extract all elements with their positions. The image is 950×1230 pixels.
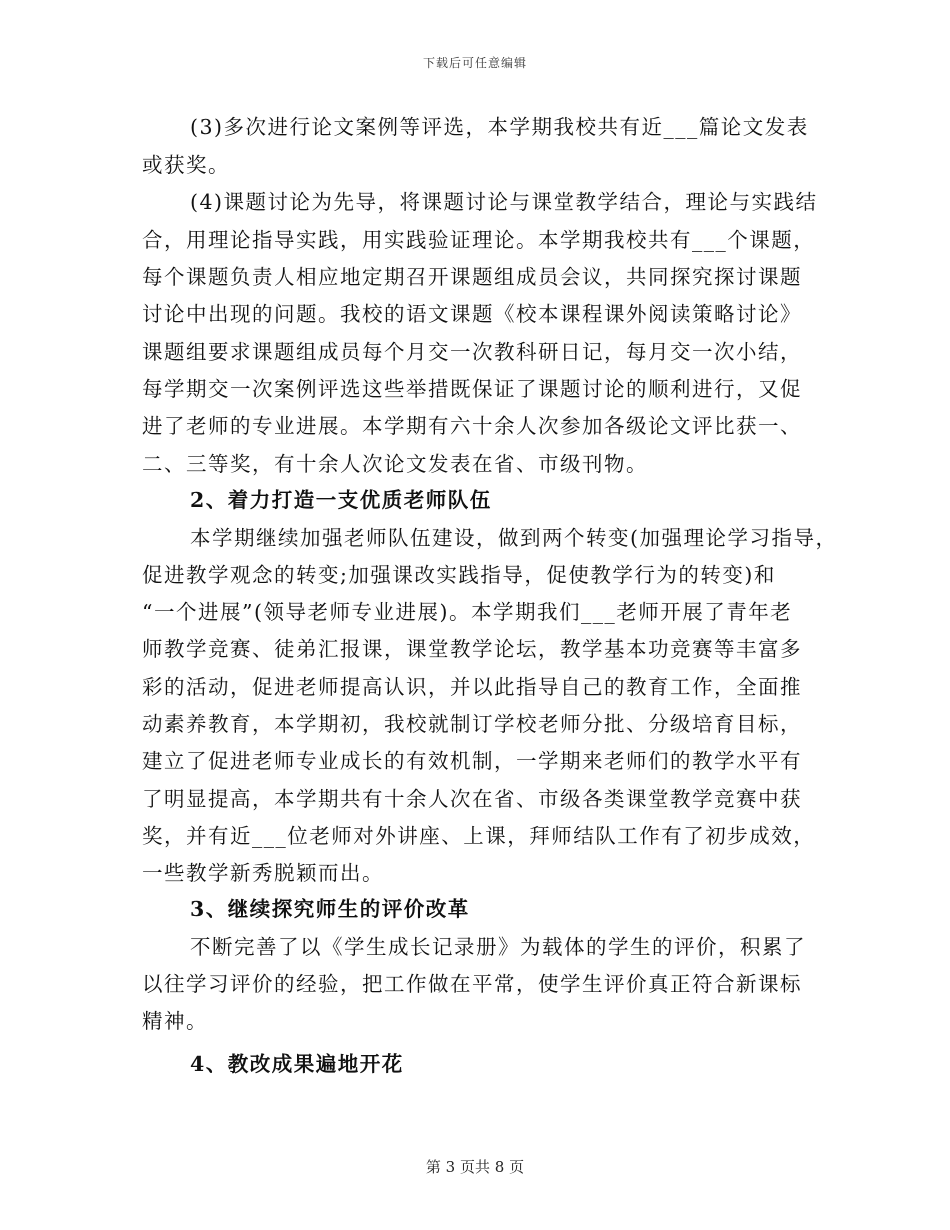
paragraph-line: 每个课题负责人相应地定期召开课题组成员会议，共同探究探讨课题: [142, 265, 802, 289]
section-heading: 4、教改成果遍地开花: [190, 1052, 404, 1076]
paragraph-line: 动素养教育，本学期初，我校就制订学校老师分批、分级培育目标，: [142, 712, 802, 736]
paragraph-line: 建立了促进老师专业成长的有效机制，一学期来老师们的教学水平有: [142, 749, 802, 773]
paragraph-line: (3)多次进行论文案例等评选，本学期我校共有近___篇论文发表: [190, 115, 809, 139]
paragraph-line: 促进教学观念的转变;加强课改实践指导，促使教学行为的转变)和: [142, 563, 776, 587]
paragraph-line: 进了老师的专业进展。本学期有六十余人次参加各级论文评比获一、: [142, 414, 802, 438]
paragraph-line: 本学期继续加强老师队伍建设，做到两个转变(加强理论学习指导，: [190, 526, 838, 550]
paragraph-line: 讨论中出现的问题。我校的语文课题《校本课程课外阅读策略讨论》: [142, 302, 802, 326]
section-heading: 2、着力打造一支优质老师队伍: [190, 488, 492, 512]
paragraph-line: 师教学竞赛、徒弟汇报课，课堂教学论坛，教学基本功竞赛等丰富多: [142, 637, 802, 661]
page-footer: 第 3 页共 8 页: [425, 1158, 525, 1176]
paragraph-line: 彩的活动，促进老师提高认识，并以此指导自己的教育工作，全面推: [142, 675, 802, 699]
paragraph-line: 一些教学新秀脱颖而出。: [142, 861, 384, 885]
paragraph-line: 以往学习评价的经验，把工作做在平常，使学生评价真正符合新课标: [142, 972, 802, 996]
paragraph-line: 二、三等奖，有十余人次论文发表在省、市级刊物。: [142, 452, 648, 476]
page-header: 下载后可任意编辑: [422, 56, 527, 70]
paragraph-line: “一个进展”(领导老师专业进展)。本学期我们___老师开展了青年老: [142, 600, 793, 624]
paragraph-line: 合，用理论指导实践，用实践验证理论。本学期我校共有___个课题，: [142, 228, 816, 252]
paragraph-line: 奖，并有近___位老师对外讲座、上课，拜师结队工作有了初步成效，: [142, 824, 816, 848]
paragraph-line: 或获奖。: [142, 153, 230, 177]
paragraph-line: 课题组要求课题组成员每个月交一次教科研日记，每月交一次小结，: [142, 340, 802, 364]
paragraph-line: (4)课题讨论为先导，将课题讨论与课堂教学结合，理论与实践结: [190, 190, 818, 214]
section-heading: 3、继续探究师生的评价改革: [190, 897, 470, 921]
paragraph-line: 不断完善了以《学生成长记录册》为载体的学生的评价，积累了: [190, 935, 806, 959]
paragraph-line: 每学期交一次案例评选这些举措既保证了课题讨论的顺利进行，又促: [142, 377, 802, 401]
paragraph-line: 了明显提高，本学期共有十余人次在省、市级各类课堂教学竞赛中获: [142, 787, 802, 811]
paragraph-line: 精神。: [142, 1009, 208, 1033]
